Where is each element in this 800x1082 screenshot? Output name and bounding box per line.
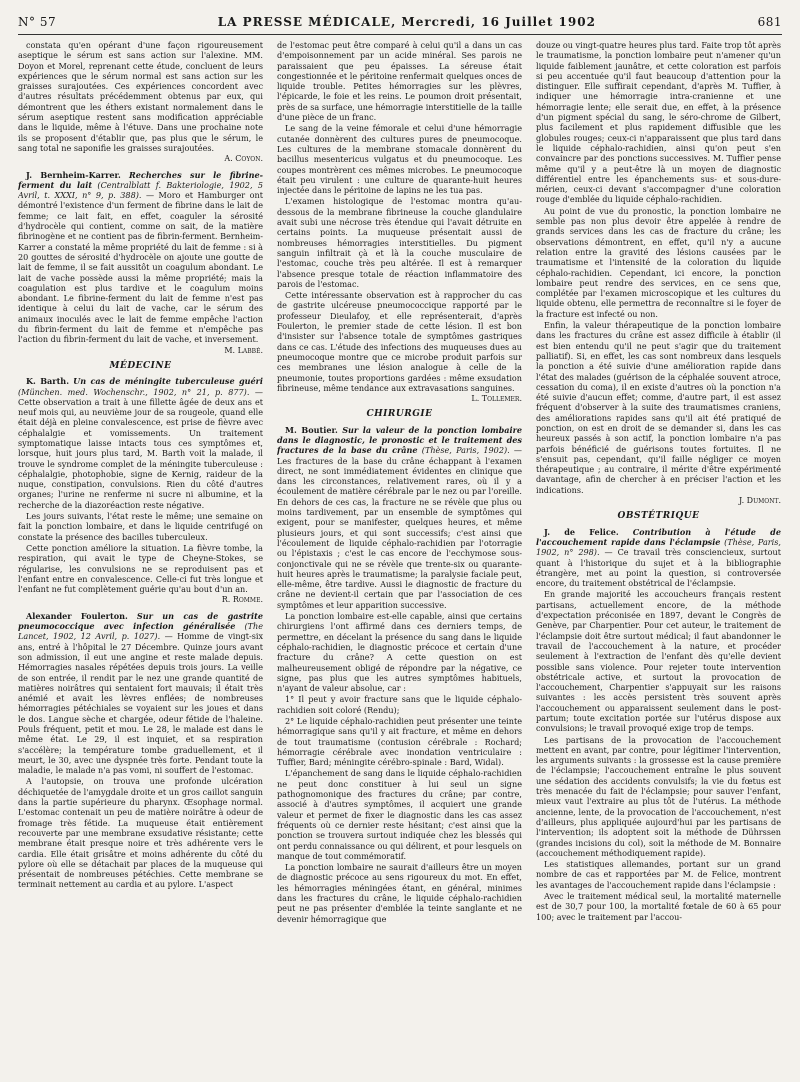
column-3 (536, 40, 781, 1074)
abstract-de-felice (536, 527, 781, 589)
signature: A. Coyon. (224, 154, 263, 164)
paragraph: L'épanchement de sang dans le liquide céphalo-rachidien ne peut donc constituer à lui seul un signe pathognomonique des fractures du crâne; par contre, associé à d'autres symptômes, il acquiert une grande valeur et permet de fixer le diagnostic dans les cas assez fréquents où ce dernier reste hésitant; c'est ainsi que la ponction se trouvera surtout indiquée chez les blessés qui ont perdu connaissance ou qui délirent, et pour lesquels on manque de tout commémoratif. (277, 768, 522, 861)
author: M. Boutier. (285, 424, 338, 435)
paragraph: constata qu'en opérant d'une façon rigoureusement aseptique le sérum est sans action sur l'alexine. MM. Doyon et Morel, reprenant cette étude, concluent de leurs expériences que le sérum normal est sans action sur les graisses surajoutées. Ces expériences concordent avec d'autres résultats précédemment obtenus par eux, qui démontrent que les éthers existant normalement dans le sérum aseptique restent sans modification appréciable dans le liquide, même à l'étuve. Dans une prochaine note ils se proposent d'établir que, pas plus que le sérum, le sang total ne saponifie les graisses surajoutées. (18, 40, 263, 153)
article-source: (Centralblatt f. Bakteriologie, 1902, 5 Avril, t. XXXI, n° 9, p. 388). (18, 179, 263, 201)
article-text: — Moro et Hamburger ont démontré l'existence d'un ferment de fibrine dans le lait de femme; ce lait fait, en effet, coaguler la sérosité d'hydrocèle qui contient, comme on sait, de la matière fibrinogène et ne contient pas de fibrin-ferment. Bernheim-Karrer a constaté la même propriété du lait de femme : si à 20 gouttes de sérosité d'hydrocèle on ajoute une goutte de lait de femme, il se fait aussitôt un coagulum abondant. Le lait de vache possède aussi la même propriété; mais la coagulation est plus tardive et le coagulum moins abondant. Le fibrine-ferment du lait de femme n'est pas identique à celui du lait de vache, car le sérum des animaux inoculés avec le lait de femme empêche l'action du fibrin-ferment du lait de femme et n'empêche pas l'action du fibrin-ferment du lait de vache, et inversement. (18, 190, 263, 345)
paragraph: Avec le traitement médical seul, la mortalité maternelle est de 30,7 pour 100, la mortalité fœtale de 60 à 65 pour 100; avec le traitement par l'accou- (536, 891, 781, 922)
signature: L. Tollemer. (471, 394, 522, 404)
abstract-boutier (277, 425, 522, 610)
author: J. Bernheim-Karrer. (26, 169, 121, 180)
article-title: Contribution à l'étude de l'accouchement rapide dans l'éclampsie (536, 526, 781, 547)
article-source: (Thèse, Paris, 1902). (421, 445, 510, 456)
paragraph: Cette intéressante observation est à rapprocher du cas de gastrite ulcéreuse pneumococcique rapporté par le professeur Dieulafoy, et elle représenterait, d'après Foulerton, le premier stade de cette lésion. Il est bon d'insister sur l'absence totale de symptômes gastriques dans ce cas. L'étude des infections des muqueuses dues au pneumocoque montre que ce microbe produit parfois sur ces membranes une lésion analogue à celle de la pneumonie, toutes proportions gardées : même exsudation fibrineuse, même tendance aux extravasations sanguines. (277, 290, 522, 393)
article-title: Un cas de méningite tuberculeuse guéri (73, 376, 263, 387)
paragraph: Le sang de la veine fémorale et celui d'une hémorragie cutanée donnèrent des cultures pures de pneumocoque. Les cultures de la membrane stomacale donnèrent du bacillus mesentericus vulgatus et du pneumocoque. Les coupes montrèrent ces mêmes microbes. Le pneumocoque était peu virulent : une culture de quarante-huit heures injectée dans le péritoine de lapins ne les tua pas. (277, 123, 522, 196)
paragraph: La ponction lombaire ne saurait d'ailleurs être un moyen de diagnostic précoce au sens rigoureux du mot. En effet, les hémorragies méningées étant, en général, minimes dans les fractures du crâne, le liquide céphalo-rachidien peut ne pas présenter d'emblée la teinte sanglante et ne devenir hémorragique que (277, 862, 522, 924)
article-source: (München. med. Wochenschr., 1902, n° 21, p. 877). (18, 386, 250, 397)
signature: M. Labbé. (224, 345, 263, 355)
section-title-medecine: MÉDECINE (109, 360, 172, 371)
paragraph: de l'estomac peut être comparé à celui qu'il a dans un cas d'empoisonnement par un acide minéral. Ses parois ne paraissaient que peu épaisses. La séreuse était congestionnée et le péritoine renfermait quelques onces de liquide trouble. Petites hémorragies sur les plèvres, l'épicarde, le foie et les reins. Le poumon droit présentait, près de sa surface, une hémorragie interstitielle de la taille d'une pièce de un franc. (277, 40, 522, 123)
article-text: — Les fractures de la base du crâne échappant à l'examen direct, ne sont immédiatement évidentes en clinique que dans les circonstances, relativement rares, où il y a écoulement de matière cérébrale par le nez ou par l'oreille. En dehors de ces cas, la fracture ne se révèle que plus ou moins tardivement, par un ensemble de symptômes qui exigent, pour se manifester, quelques heures, et même plusieurs jours, et qui sont successifs; c'est ainsi que l'écoulement de liquide céphalo-rachidien par l'otorragie ou l'épistaxis ; c'est le cas encore de l'ecchymose sous-conjonctivale qui ne se révèle que trente-six ou quarante-huit heures après le traumatisme; la paralysie faciale peut, elle-même, être tardive. Aussi le diagnostic de fracture du crâne ne devient-il certain que par l'association de ces symptômes et leur apparition successive. (277, 445, 522, 610)
article-source: (Thèse, Paris, 1902, n° 298). (536, 536, 781, 558)
paragraph: Au point de vue du pronostic, la ponction lombaire ne semble pas non plus devoir être appelée à rendre de grands services dans les cas de fracture du crâne; les observations démontrent, en effet, qu'il n'y a aucune relation entre la gravité des lésions causées par le traumatisme et l'intensité de la coloration du liquide céphalo-rachidien. Cependant, ici encore, la ponction lombaire peut rendre des services, en ce sens que, complétée par l'examen microscopique et les cultures du liquide obtenu, elle permettra de reconnaître si le foyer de la fracture est infecté ou non. (536, 205, 781, 319)
section-title-chirurgie: CHIRURGIE (366, 409, 433, 420)
article-source: (The Lancet, 1902, 12 Avril, p. 1027). (18, 621, 263, 642)
signature: R. Romme. (221, 595, 263, 605)
section-title-obstetrique: OBSTÉTRIQUE (617, 511, 700, 522)
column-1 (18, 40, 263, 1074)
paragraph: douze ou vingt-quatre heures plus tard. Faite trop tôt après le traumatisme, la ponction lombaire peut n'amener qu'un liquide faiblement jaunâtre, et cette coloration est parfois si peu accentuée qu'il faut beaucoup d'attention pour la distinguer. Elle suffirait cependant, d'après M. Tuffier, à indiquer une hémorragie intra-cranienne et une hémorragie lente; elle serait due, en effet, à la présence d'un pigment spécial du sang, le séro-chrome de Gilbert, plus facilement et plus rapidement diffusible que les globules rouges; ceux-ci n'apparaissent que plus tard dans le liquide céphalo-rachidien, ainsi qu'on peut s'en convaincre par des ponctions successives. M. Tuffier pense même qu'il y a peut-être là un moyen de diagnostic différentiel entre les épanchements sus- et sous-dure-mérien, ceux-ci devant s'accompagner d'une coloration rouge d'emblée du liquide céphalo-rachidien. (536, 40, 781, 205)
page-number: 681 (757, 15, 782, 29)
abstract-foulerton (18, 611, 263, 776)
author: J. de Felice. (544, 526, 619, 537)
author: K. Barth. (26, 376, 70, 387)
paragraph: En grande majorité les accoucheurs français restent partisans, actuellement encore, de la méthode d'expectation préconisée en 1897, devant le Congrès de Genève, par Charpentier. Pour cet auteur, le traitement de l'éclampsie doit être surtout médical; il faut abandonner le travail de l'accouchement à la nature, et procéder seulement à l'extraction de l'enfant dès qu'elle devient possible sans violence. Pour rejeter toute intervention obstétricale active, et surtout la provocation de l'accouchement, Charpentier s'appuyait sur les raisons suivantes : les accès persistent très souvent après l'accouchement ou apparaissent seulement dans le post-partum; toute excitation portée sur l'utérus dispose aux convulsions; le travail provoqué exige trop de temps. (536, 589, 781, 734)
article-text: — Homme de vingt-six ans, entré à l'hôpital le 27 Décembre. Quinze jours avant son admission, il eut une angine et reste malade depuis. Hémorragies nasales répétées depuis trois jours. La veille de son entrée, il rendit par le nez une grande quantité de matières noirâtres qui sentaient fort mauvais; il était très anémié et avait les lèvres enflées; de nombreuses hémorragies pétéchiales se voyaient sur les joues et dans le dos. Langue sèche et chargée, odeur fétide de l'haleine. Pouls fréquent, petit et mou. Le 28, le malade est dans le même état. Le 29, il est inquiet, et sa respiration s'accélère; la température tombe graduellement, et il meurt, le 30, avec une dyspnée très forte. Pendant toute la maladie, le malade n'a pas vomi, ni souffert de l'estomac. (18, 631, 263, 776)
paragraph: L'examen histologique de l'estomac montra qu'au-dessous de la membrane fibrineuse la couche glandulaire avait subi une nécrose très étendue qui l'avait détruite en certains points. La muqueuse présentait aussi de nombreuses hémorragies interstitielles. Du pigment sanguin infiltrait çà et là la couche musculaire de l'estomac, couche très peu altérée. Il est à remarquer l'absence presque totale de réaction inflammatoire des parois de l'estomac. (277, 196, 522, 289)
paragraph: 1° Il peut y avoir fracture sans que le liquide céphalo-rachidien soit coloré (Rendu); (277, 694, 522, 715)
article-title: Recherches sur le fibrine-ferment du lait (18, 169, 263, 190)
paragraph: Les statistiques allemandes, portant sur un grand nombre de cas et rapportées par M. de Felice, montrent les avantages de l'accouchement rapide dans l'éclampsie : (536, 859, 781, 890)
paragraph: Enfin, la valeur thérapeutique de la ponction lombaire dans les fractures du crâne est assez difficile à établir (il est bien entendu qu'il ne peut s'agir que du traitement palliatif). Si, en effet, les cas sont nombreux dans lesquels la ponction a été suivie d'une amélioration rapide dans l'état des malades (guérison de la céphalée souvent atroce, cessation du coma), il en existe d'autres où la ponction n'a été suivie d'aucun effet; comme, d'autre part, il est assez fréquent d'observer à la suite des traumatismes craniens, des améliorations rapides sans qu'il ait été pratiqué de ponction, on est en droit de se demander si, dans les cas heureux passés à son actif, la ponction lombaire n'a pas parfois bénéficié de guérisons toutes fortuites. Il ne s'ensuit pas, cependant, qu'il faille négliger ce moyen thérapeutique ; au contraire, il mérite d'être expérimenté davantage, afin de chercher à en préciser l'action et les indications. (536, 320, 781, 495)
signature: J. Dumont. (739, 496, 781, 506)
journal-title: LA PRESSE MÉDICALE, Mercredi, 16 Juillet 1902 (217, 15, 596, 29)
column-2 (277, 40, 522, 1074)
paragraph: Les partisans de la provocation de l'accouchement mettent en avant, par contre, pour légitimer l'intervention, les arguments suivants : la grossesse est la cause première de l'éclampsie; l'accouchement entraîne le plus souvent une sédation des accidents convulsifs; la vie du fœtus est très menacée du fait de l'éclampsie; pour sauver l'enfant, mieux vaut l'extraire au plus tôt de l'utérus. La méthode ancienne, lente, de la provocation de l'accouchement, n'est d'ailleurs, plus appliquée aujourd'hui par les partisans de l'intervention; ils adoptent soit la méthode de Dührssen (grandes incisions du col), soit la méthode de M. Bonnaire (accouchement méthodiquement rapide). (536, 734, 781, 858)
paragraph: A l'autopsie, on trouva une profonde ulcération déchiquetée de l'amygdale droite et un gros caillot sanguin dans la partie supérieure du pharynx. Œsophage normal. L'estomac contenait un peu de matière noirâtre à odeur de fromage très fétide. La muqueuse était entièrement recouverte par une membrane exsudative résistante; cette membrane était presque noire et très adhérente vers le cardia. Elle était grisâtre et moins adhérente du côté du pylore où elle se détachait par places de la muqueuse qui présentait de nombreuses pétéchies. Cette membrane se terminait nettement au cardia et au pylore. L'aspect (18, 776, 263, 890)
paragraph: Cette ponction améliore la situation. La fièvre tombe, la respiration, qui avait le type de Cheyne-Stokes, se régularise, les convulsions ne se reproduisent pas et l'enfant entre en convalescence. Celle-ci fut très longue et l'enfant ne fut complètement guérie qu'au bout d'un an. (18, 542, 263, 595)
author: Alexander Foulerton. (26, 610, 128, 621)
abstract-barth (18, 376, 263, 510)
abstract-bernheim (18, 170, 263, 345)
header-rule (18, 34, 782, 35)
page-header (18, 12, 782, 32)
paragraph: Les jours suivants, l'état reste le même; une semaine on fait la ponction lombaire, et dans le liquide centrifugé on constate la présence des bacilles tuberculeux. (18, 511, 263, 542)
article-text: — Ce travail très consciencieux, surtout quant à l'historique du sujet et à la bibliographie étrangère, met au point la question, si controversée encore, du traitement obstétrical de l'éclampsie. (536, 547, 781, 589)
paragraph: La ponction lombaire est-elle capable, ainsi que certains chirurgiens l'ont affirmé dans ces derniers temps, de permettre, en décelant la présence du sang dans le liquide céphalo-rachidien, le diagnostic précoce et certain d'une fracture du crâne? A cette question on est malheureusement obligé de répondre par la négative, ce signe, pas plus que les autres symptômes habituels, n'ayant de valeur absolue, car : (277, 611, 522, 694)
paragraph: 2° Le liquide céphalo-rachidien peut présenter une teinte hémorragique sans qu'il y ait fracture, et même en dehors de tout traumatisme (contusion cérébrale : Rochard; hémorragie cérébrale avec inondation ventriculaire : Tuffier, Bard; méningite cérébro-spinale : Bard, Widal). (277, 716, 522, 768)
issue-number: N° 57 (18, 15, 57, 29)
article-text: — Cette observation a trait à une fillette âgée de deux ans et neuf mois qui, au neuvième jour de sa rougeole, quand elle était déjà en pleine convalescence, est prise de fièvre avec céphalalgie et vomissements. Un traitement symptomatique laisse intacts tous ces symptômes et, lorsque, huit jours plus tard, M. Barth voit la malade, il trouve le syndrome complet de la méningite tuberculeuse : céphalalgie, photophobie, signe de Kernig, raideur de la nuque, constipation, convulsions. Rien du côté d'autres organes; l'urine ne renferme ni sucre ni albumine, et la recherche de la diazoréaction reste négative. (18, 386, 263, 510)
article-title: Sur un cas de gastrite pneumococcique avec infection généralisée (18, 610, 263, 632)
article-title: Sur la valeur de la ponction lombaire dans le diagnostic, le pronostic et le traitement des fractures de la base du crâne (277, 424, 522, 456)
